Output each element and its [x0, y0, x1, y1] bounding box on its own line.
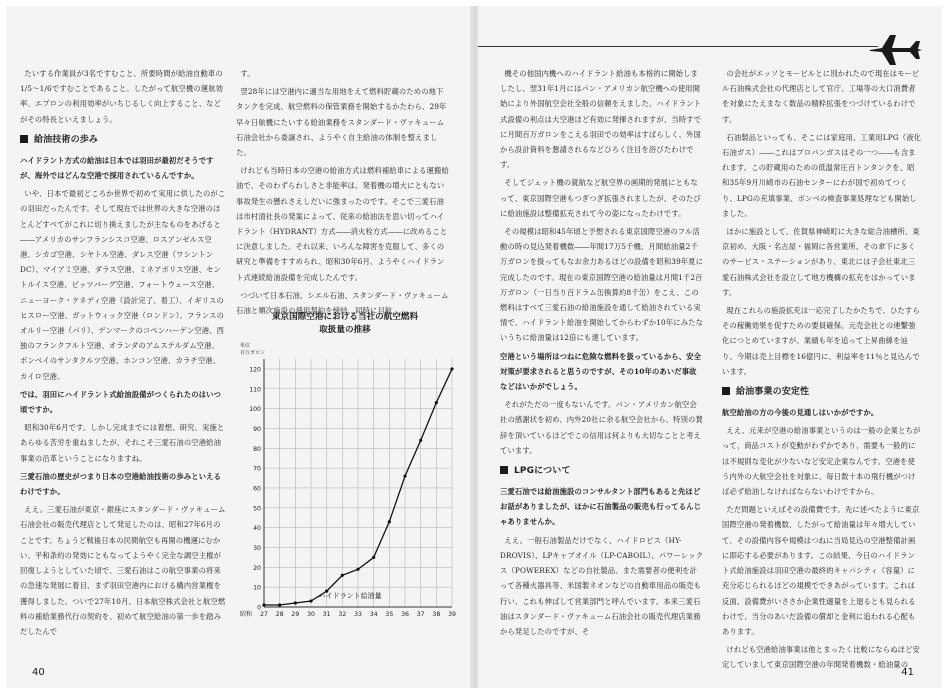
y-tick-label: 100	[249, 406, 261, 414]
section-heading-text: 給油技術の歩み	[34, 134, 99, 145]
body-paragraph: それがただの一度もないんです。パン・アメリカン航空会社の感謝状を初め、内外20社に余る航空会社から、特別の賛辞を頂いているほどでこの信用は何よりも大切なことと考えています。	[500, 400, 703, 455]
data-point	[372, 556, 375, 559]
x-tick-label: 29	[291, 611, 300, 618]
y-axis-unit-prefix: 単位	[240, 343, 251, 349]
x-tick-label: 39	[448, 611, 456, 618]
y-tick-label: 70	[253, 465, 261, 473]
body-paragraph: けれども空港給油事業は他とまったく比較にならぬほど安定していまして東京国際空港の年間発着機数・給油量の	[722, 645, 920, 670]
body-paragraph: す。	[240, 69, 255, 78]
x-tick-label: 32	[338, 611, 347, 618]
body-paragraph: の会社がエッソとモービルとに別かれたので現在はモービル石油株式会社の代理店として官庁、工場等の大口消費者を対象にたえまなく数品の精粋拡張をつづけているわけです。	[722, 69, 920, 124]
body-paragraph: ええ。一般石油製品だけでなく、ハイドロビス（HY-DROVIS）、LPキャブオイル（LP-CABOIL）、パワーレックス（POWEREX）などの自社製品、また需要者の便利を計って各種火器具等、米国製ネオンなどの自動車用品の販売も行い、これも伸ばして営業部門と呼んでいます。本来三愛石油はスタンダード・ヴァキューム石油会社の販売代理店業務から発足したのですが、そ	[500, 535, 704, 636]
body-paragraph: 昭和30年6月です。しかし完成までには着想、研究、実施とあらゆる苦労を重ねましたが、それこそ三愛石油の空港給油事業の沿革ということになりますね。	[20, 423, 225, 463]
y-tick-label: 10	[253, 584, 261, 592]
left-page-column-2	[236, 66, 450, 321]
chart-title: 東京国際空港における当社の航空燃料取扱量の推移	[271, 312, 419, 335]
left-page	[6, 6, 472, 688]
section-heading-text: LPGについて	[514, 466, 571, 477]
data-point	[435, 401, 438, 404]
body-paragraph: ええ。三愛石油が東京・銀座にスタンダード・ヴァキューム石油会社の販売代理店として発足したのは、昭和27年6月のことです。ちょうど戦後日本の民間航空も再開の機運にむかい、平和条約の発効にともなってようやく完全な調空主権が回復しようとしていた頃で、三愛石油はこの航空事業の将来の急速な発展に着目、まず羽田空港内における構内営業権を獲得しました。ついで27年10月、日本航空株式会社と航空燃料の補給業務代行の契約を、初めて航空給油の第一歩を踏みだしたんで	[20, 505, 226, 636]
y-tick-label: 60	[253, 485, 261, 493]
y-tick-label: 80	[253, 445, 261, 453]
page-number-left: 40	[32, 667, 45, 678]
data-point	[341, 574, 344, 577]
data-point	[278, 603, 281, 606]
y-tick-label: 90	[253, 425, 261, 433]
x-tick-label: 27	[260, 611, 268, 618]
chart-plot	[238, 337, 470, 629]
right-page-column-2	[722, 66, 922, 676]
data-point	[262, 603, 265, 606]
body-paragraph: 翌28年には空港内に適当な用地をえて燃料貯蔵のための地下タンクを完成、航空燃料の保管業務を開始するかたわら、29年早々日航機にたいする給油業務をスタンダード・ヴァキューム石油会社から委譲され、ようやく自主給油の体制を整えました。	[236, 87, 447, 158]
body-paragraph: 現在これらの施設拡充は一応完了したかたちで、ひたすらその稼働効果を促すための要員確保、元売会社との連繫強化につとめていますが、業績も年を追って上昇曲線を辿り、今期は売上目標を16億円に、利益率を11％と見込んでいます。	[722, 306, 920, 376]
x-tick-label: 36	[401, 611, 409, 618]
section-heading-text: 給油事業の安定性	[736, 387, 810, 398]
body-paragraph: つづいて日本石油、シエル石油、スタンダード・ヴァキューム石油と順次施設の使用契約を締結、同時に目航	[236, 290, 449, 316]
x-tick-label: 38	[432, 611, 441, 618]
body-paragraph: いや、日本で最初どころか世界で初めて実用に供したのがこの羽田だったんです。そして現在では世界の大きな空港のほとんどすべてがこれに切り換えましたが主なものをあげると――アメリカのサンフランシスコ空港、ロスアンゼルス空港、シカゴ空港、シヤトル空港、ダレス空港（ワシントンDC）、マイアミ空港、ダラス空港、ミネアポリス空港、セントルイス空港、ピッツバーグ空港、フォートウェース空港、ニューヨーク・ケネディ空港（設計完了、着工）、イギリスのヒスロー空港、ガットウィック空港（ロンドン）、フランスのオルリー空港（パリ）、デンマークのコペンハーゲン空港、西独のフランクフルト空港、オランダのアムステルダム空港、ボンベイのサンタクルツ空港、ホンコン空港、カラチ空港、カイロ空港。	[20, 189, 226, 381]
section-marker-icon	[20, 135, 28, 143]
body-paragraph: ただ問題といえばその設備費です。先に述べたように東京国際空港の発着機数、したがって給油量は年々増大していて、その設備内容や規模はつねに当局見込の空港整備計画に即応する必要があります。この結果、今日のハイドラント式給油施設は羽田空港の最終的キャパシティ（容量）に充分応じられるほどの規模でできあがっています。これは反面、設備費がいささか企業性適量を上廻るとも見られるわけで、当分のあいだ設備の償却と金利に追われる心配もあります。	[722, 505, 920, 636]
series-label: ハイドラント給油量	[318, 592, 382, 601]
right-page	[478, 6, 942, 688]
fuel-volume-chart	[238, 311, 470, 629]
section-marker-icon	[722, 387, 730, 395]
y-tick-label: 120	[249, 366, 261, 374]
right-page-column-1	[500, 66, 704, 642]
interview-question: 三愛石油では給油施設のコンサルタント部門もあると先ほどお話がありましたが、ほかに石油製品の販売も行ってるんじゃありませんか。	[500, 487, 702, 527]
x-tick-label: 28	[275, 611, 284, 618]
body-paragraph: 石油製品といっても、そこには家庭用、工業用LPG（液化石油ガス）――これはプロパンガスはその一つ――も含まれます。この貯蔵用のための低温常圧百トンタンクを、昭和35年9月川崎市の石油センターにわが国で初めてつくり、LPGの充填事業、ボンベの検査事業処理なども開始しました。	[722, 132, 922, 218]
data-point	[294, 601, 297, 604]
section-heading	[500, 464, 704, 478]
page-number-right: 41	[901, 667, 914, 678]
interview-question: ハイドラント方式の給油は日本では羽田が最初だそうですが、海外ではどんな空港で採用されているんですか。	[20, 155, 214, 181]
y-tick-label: 50	[253, 505, 261, 513]
interview-question: 空港という場所はつねに危険な燃料を扱っているから、安全対策が要求されると思うのですが、その10年のあいだ事故などはいかがでしょう。	[500, 351, 702, 392]
y-tick-label: 30	[253, 544, 261, 552]
section-heading	[20, 133, 226, 147]
left-page-column-1	[20, 66, 226, 642]
section-marker-icon	[500, 466, 508, 474]
body-paragraph: そしてジェット機の就航など航空界の画期的発展にともなって、東京国際空港もつぎつぎ拡張されましたが、そのたびに給油施設は整備拡充されて今の姿になったわけです。	[500, 178, 701, 218]
data-point	[403, 474, 406, 477]
interview-question: 三愛石油の歴史がつまり日本の空港給油技術の歩みといえるわけですか。	[20, 471, 222, 497]
x-tick-label: 31	[322, 611, 331, 618]
section-heading	[722, 385, 922, 399]
data-point	[309, 599, 312, 602]
data-point	[419, 439, 422, 442]
body-paragraph: けれども当時日本の空港の給油方式は燃料補給車による運搬給油で、そのわずらわしさと非能率は、発着機の増大にともない事故発生の懸れさえしだいに強まったのです。そこで三愛石油は市村清社長の発案によって、従来の給油法を思い切ってハイドラント（HYDRANT）方式――消火栓方式――に改めることに決意しました。それ以来、いろんな障害を克服して、多くの研究と準備をすすめられ、昭和30年6月、ようやくハイドラント式連続給油設備を完成したんです。	[236, 166, 449, 282]
airplane-icon	[868, 33, 924, 67]
x-tick-label: 34	[369, 611, 378, 618]
body-paragraph: 機その他国内機へのハイドラント給油も本格的に開始しましたし、翌31年1月にはパン・アメリカン航空機への使用開始により外国航空会社全般の信頼をえました。ハイドラント式設備の利点は大空港ほど有効に発揮されますが、当時すでに月間百万ガロンをこえる羽田での効率はすばらしく、外国から設計資料を懇請されるなどひろく注目を浴びたわけです。	[500, 69, 702, 170]
body-paragraph: その規模は昭和45年頃と予想される東京国際空港のフル活動の時の見込発着機数――年間17万5千機、月間給油量2千万ガロンを扱ってもなお余力あるほどの設備を昭和39年夏に完成したのです。現在の東京国際空港の給油量は月間1千2百万ガロン（一日当り百ドラム缶換算約8千缶）をこえ、この燃料はすべて三愛石油の給油施設を通して給油されている実情で、ハイドラント給油を開始してからわずか10年にみたないうちに給油量は12倍にも達しています。	[500, 227, 704, 343]
interview-question: では、羽田にハイドラント式給油設備がつくられたのはいつ頃ですか。	[20, 389, 222, 415]
x-tick-label: 30	[307, 611, 315, 618]
x-tick-label: 33	[354, 611, 362, 618]
data-point	[450, 367, 453, 370]
body-paragraph: ほかに施設として、佐賀県神崎町に大きな総合油槽所、東京初め、大阪・名古屋・福岡に各営業所、その傘下に多くのサービス・ステーションがあり、東北には子会社東北三愛石油株式会社を設立して地方機構の拡充をはかっています。	[722, 227, 920, 297]
body-paragraph: たいする作業員が3名ですむこと、所要時間が給油自動車の1/5〜1/6ですむことであること。したがって航空機の運航効率、エプロンの利用効率がいちじるしく向上すること、などがその特長といえましょう。	[20, 69, 224, 124]
y-tick-label: 0	[257, 604, 261, 612]
header-rule	[478, 46, 878, 47]
x-axis-prefix: 昭和	[240, 611, 253, 618]
y-axis-label: 百万ガロン	[240, 350, 266, 356]
x-tick-label: 37	[416, 611, 425, 618]
y-tick-label: 20	[253, 564, 261, 572]
body-paragraph: ええ、元来が空港の給油事業というのは一般の企業とちがって、商品コストが変動がわずかであり、需要も一般的には不規則な変化が少ないなど安定企業なんです。空港を使う内外の大航空会社を対象に、毎日数十本の飛行機がつけば必ず給油しなければならないわけですから。	[722, 426, 921, 497]
interview-question: 航空給油の方の今後の見通しはいかがですか。	[722, 408, 879, 418]
data-point	[356, 568, 359, 571]
y-tick-label: 40	[253, 525, 261, 533]
x-tick-label: 35	[385, 611, 394, 618]
y-tick-label: 110	[249, 386, 261, 394]
data-point	[388, 520, 391, 523]
